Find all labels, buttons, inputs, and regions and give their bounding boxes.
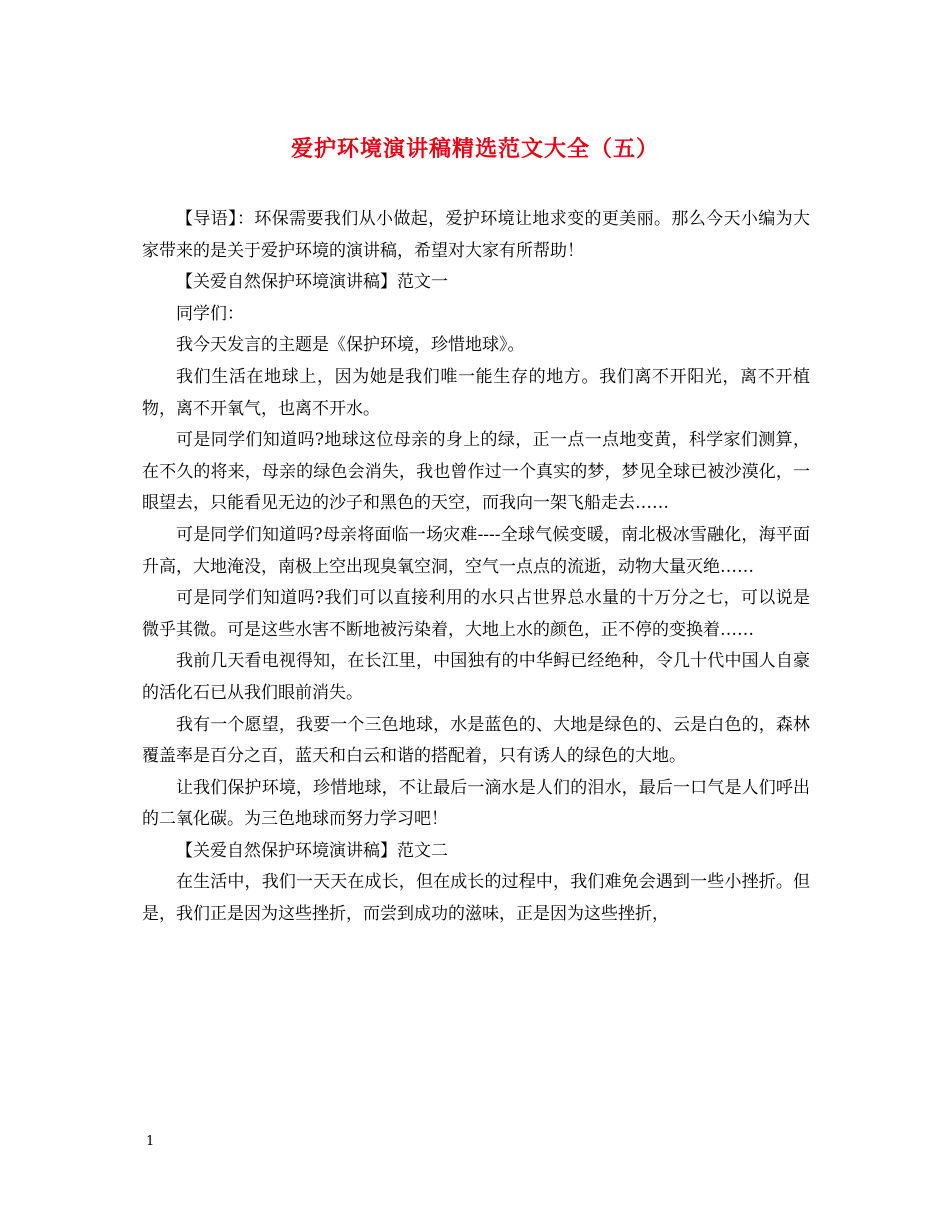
page-number: 1 — [146, 1134, 155, 1149]
paragraph-heading-2: 【关爱自然保护环境演讲稿】范文二 — [176, 840, 448, 861]
paragraph: 可是同学们知道吗?地球这位母亲的身上的绿，正一点一点地变黄，科学家们测算，在不久的将来，母亲的绿色会消失，我也曾作过一个真实的梦，梦见全球已被沙漠化，一眼望去，只能看见无边的沙子和黑色的天空，而我向一架飞船走去…… — [142, 430, 810, 514]
paragraph: 让我们保护环境，珍惜地球，不让最后一滴水是人们的泪水，最后一口气是人们呼出的二氧化碳。为三色地球而努力学习吧！ — [142, 777, 810, 830]
paragraph: 可是同学们知道吗?我们可以直接利用的水只占世界总水量的十万分之七，可以说是微乎其微。可是这些水害不断地被污染着，大地上水的颜色，正不停的变换着…… — [142, 588, 810, 640]
paragraph: 我有一个愿望，我要一个三色地球，水是蓝色的、大地是绿色的、云是白色的，森林覆盖率是百分之百，蓝天和白云和谐的搭配着，只有诱人的绿色的大地。 — [142, 714, 810, 767]
paragraph: 在生活中，我们一天天在成长，但在成长的过程中，我们难免会遇到一些小挫折。但是，我们正是因为这些挫折，而尝到成功的滋味，正是因为这些挫折， — [142, 872, 810, 925]
paragraph-heading-1: 【关爱自然保护环境演讲稿】范文一 — [176, 272, 448, 293]
document-body — [142, 204, 810, 931]
paragraph-salutation: 同学们： — [176, 303, 244, 324]
document-title: 爱护环境演讲稿精选范文大全（五） — [290, 136, 659, 162]
paragraph: 我前几天看电视得知，在长江里，中国独有的中华鲟已经绝种，令几十代中国人自豪的活化石已从我们眼前消失。 — [142, 651, 810, 703]
paragraph-intro: 【导语】：环保需要我们从小做起，爱护环境让地求变的更美丽。那么今天小编为大家带来的是关于爱护环境的演讲稿，希望对大家有所帮助！ — [142, 209, 810, 261]
paragraph: 我们生活在地球上，因为她是我们唯一能生存的地方。我们离不开阳光，离不开植物，离不开氧气，也离不开水。 — [142, 366, 810, 419]
paragraph: 我今天发言的主题是《保护环境，珍惜地球》。 — [176, 335, 525, 356]
paragraph: 可是同学们知道吗?母亲将面临一场灾难----全球气候变暖，南北极冰雪融化，海平面升高，大地淹没，南极上空出现臭氧空洞，空气一点点的流逝，动物大量灭绝…… — [142, 524, 810, 577]
